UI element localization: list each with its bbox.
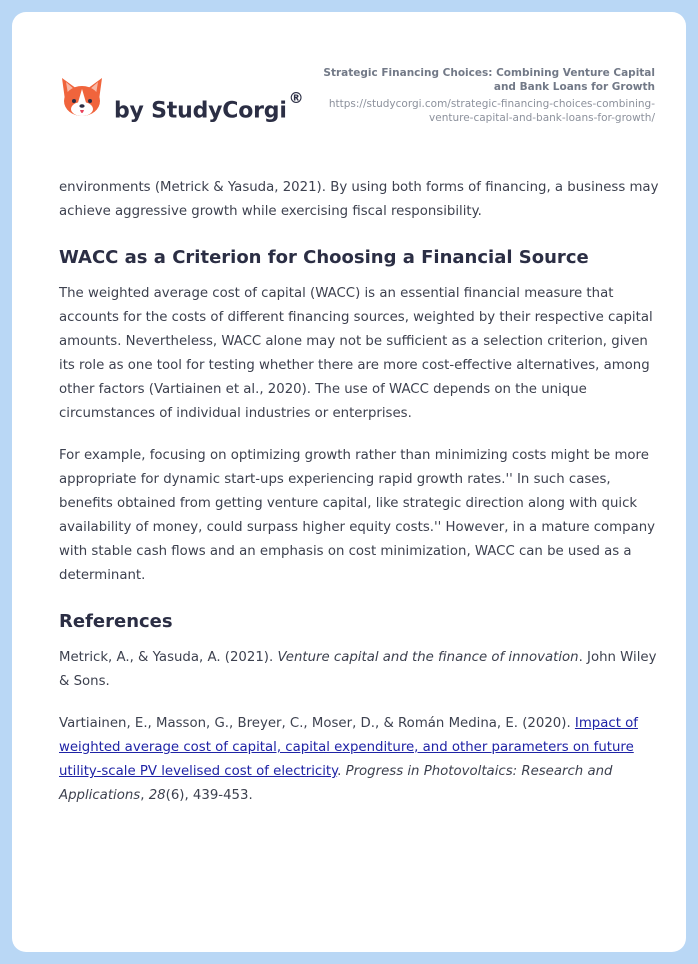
studycorgi-logo[interactable]: [60, 76, 310, 134]
corgi-icon: [60, 76, 104, 120]
registered-mark: ®: [288, 89, 304, 107]
page-header: [12, 12, 686, 152]
body-paragraph: The weighted average cost of capital (WACC) is an essential financial measure that accounts for the costs of different financing sources, weighted by their respective capital amounts. Nevertheless, WACC alone may not be sufficient as a selection criterion, given its role as one tool for testing whether there are more cost-effective alternatives, among other factors (Vartiainen et al., 2020). The use of WACC depends on the unique circumstances of individual industries or enterprises.: [59, 286, 653, 421]
document-title: Strategic Financing Choices: Combining Venture Capital and Bank Loans for Growth: [323, 67, 655, 93]
intro-paragraph: environments (Metrick & Yasuda, 2021). By using both forms of financing, a business may achieve aggressive growth while exercising fiscal responsibility.: [59, 180, 659, 219]
section-heading: WACC as a Criterion for Choosing a Financial Source: [59, 247, 589, 268]
document-url[interactable]: https://studycorgi.com/strategic-financing-choices-combining- venture-capital-and-bank-loans-for-growth/: [328, 98, 655, 124]
document-info: [305, 67, 655, 125]
document-page: [12, 12, 686, 952]
reference-link[interactable]: Impact of weighted average cost of capital, capital expenditure, and other parameters on future utility-scale PV levelised cost of electricity: [59, 716, 638, 779]
references-heading: References: [59, 611, 173, 632]
body-paragraph: For example, focusing on optimizing growth rather than minimizing costs might be more appropriate for dynamic start-ups experiencing rapid growth rates.'' In such cases, benefits obtained from getting venture capital, like strategic direction along with quick availability of money, could surpass higher equity costs.'' However, in a mature company with stable cash flows and an emphasis on cost minimization, WACC can be used as a determinant.: [59, 448, 656, 583]
reference-item: Metrick, A., & Yasuda, A. (2021). Venture capital and the finance of innovation. John Wiley & Sons.: [59, 650, 657, 689]
document-body: [59, 176, 659, 826]
reference-item: Vartiainen, E., Masson, G., Breyer, C., Moser, D., & Román Medina, E. (2020). Impact of weighted average cost of capital, capital expenditure, and other parameters on future utility-scale PV levelised cost of electricity. Progress in Photovoltaics: Research and Applications, 28(6), 439-453.: [59, 716, 638, 803]
brand-name: by StudyCorgi®: [114, 89, 304, 124]
